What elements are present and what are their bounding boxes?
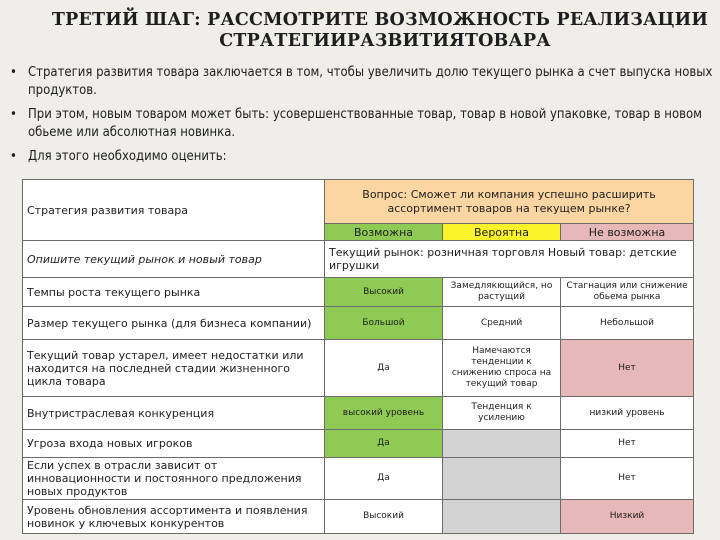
bullet-text: Для этого необходимо оценить: xyxy=(28,149,227,164)
cell-impossible: Нет xyxy=(561,340,694,397)
bullet-text: Стратегия развития товара заключается в том, чтобы увеличить долю текущего рынка а счет выпуска новых продуктов. xyxy=(28,65,713,98)
cell-probable: Средний xyxy=(443,307,561,340)
table-row xyxy=(23,458,694,500)
describe-row xyxy=(23,241,694,278)
slide-title xyxy=(0,10,720,52)
table-header-row xyxy=(23,180,694,224)
describe-value: Текущий рынок: розничная торговля Новый товар: детские игрушки xyxy=(325,241,694,278)
cell-probable: Замедлякющийся, но растущий xyxy=(443,278,561,307)
bullet-item xyxy=(8,64,713,100)
table-row xyxy=(23,397,694,430)
cell-probable: Тенденция к усилению xyxy=(443,397,561,430)
row-label: Угроза входа новых игроков xyxy=(23,430,325,458)
cell-probable xyxy=(443,500,561,534)
table-row xyxy=(23,340,694,397)
table-row xyxy=(23,430,694,458)
cell-probable: Намечаются тенденции к снижению спроса на текущий товар xyxy=(443,340,561,397)
cell-possible: Да xyxy=(325,458,443,500)
cell-impossible: Небольшой xyxy=(561,307,694,340)
describe-label: Опишите текущий рынок и новый товар xyxy=(23,241,325,278)
cell-impossible: Нет xyxy=(561,458,694,500)
cell-probable xyxy=(443,430,561,458)
cell-impossible: Стагнация или снижение обьема рынка xyxy=(561,278,694,307)
cell-possible: Да xyxy=(325,340,443,397)
cell-probable xyxy=(443,458,561,500)
row-label: Темпы роста текущего рынка xyxy=(23,278,325,307)
table-row xyxy=(23,278,694,307)
cell-possible: Большой xyxy=(325,307,443,340)
bullet-icon: • xyxy=(10,149,17,164)
header-question: Вопрос: Сможет ли компания успешно расширить ассортимент товаров на текущем рынке? xyxy=(325,180,694,224)
row-label: Текущий товар устарел, имеет недостатки или находится на последней стадии жизненного цикла товара xyxy=(23,340,325,397)
row-label: Уровень обновления ассортимента и появления новинок у ключевых конкурентов xyxy=(23,500,325,534)
option-possible: Возможна xyxy=(325,224,443,241)
bullet-item xyxy=(8,106,713,142)
row-label: Размер текущего рынка (для бизнеса компании) xyxy=(23,307,325,340)
cell-impossible: низкий уровень xyxy=(561,397,694,430)
assessment-table xyxy=(22,179,694,534)
option-probable: Вероятна xyxy=(443,224,561,241)
slide-title-line-2: СТРАТЕГИИРАЗВИТИЯТОВАРА xyxy=(219,31,551,51)
row-label: Внутристраслевая конкуренция xyxy=(23,397,325,430)
cell-impossible: Низкий xyxy=(561,500,694,534)
bullet-icon: • xyxy=(10,107,17,122)
bullet-icon: • xyxy=(10,65,17,80)
cell-possible: Высокий xyxy=(325,278,443,307)
cell-possible: Высокий xyxy=(325,500,443,534)
bullet-text: При этом, новым товаром может быть: усовершенствованные товар, товар в новой упаковке, товар в новом обьеме или абсолютная новинка. xyxy=(28,107,702,140)
header-strategy-label: Стратегия развития товара xyxy=(23,180,325,241)
slide-title-line-1: ТРЕТИЙ ШАГ: РАССМОТРИТЕ ВОЗМОЖНОСТЬ РЕАЛИЗАЦИИ xyxy=(51,10,709,30)
table-row xyxy=(23,500,694,534)
bullet-item xyxy=(8,148,713,166)
option-impossible: Не возможна xyxy=(561,224,694,241)
cell-impossible: Нет xyxy=(561,430,694,458)
table-row xyxy=(23,307,694,340)
cell-possible: высокий уровень xyxy=(325,397,443,430)
cell-possible: Да xyxy=(325,430,443,458)
bullet-list xyxy=(8,64,713,172)
row-label: Если успех в отрасли зависит от инновационности и постоянного предложения новых продуктов xyxy=(23,458,325,500)
